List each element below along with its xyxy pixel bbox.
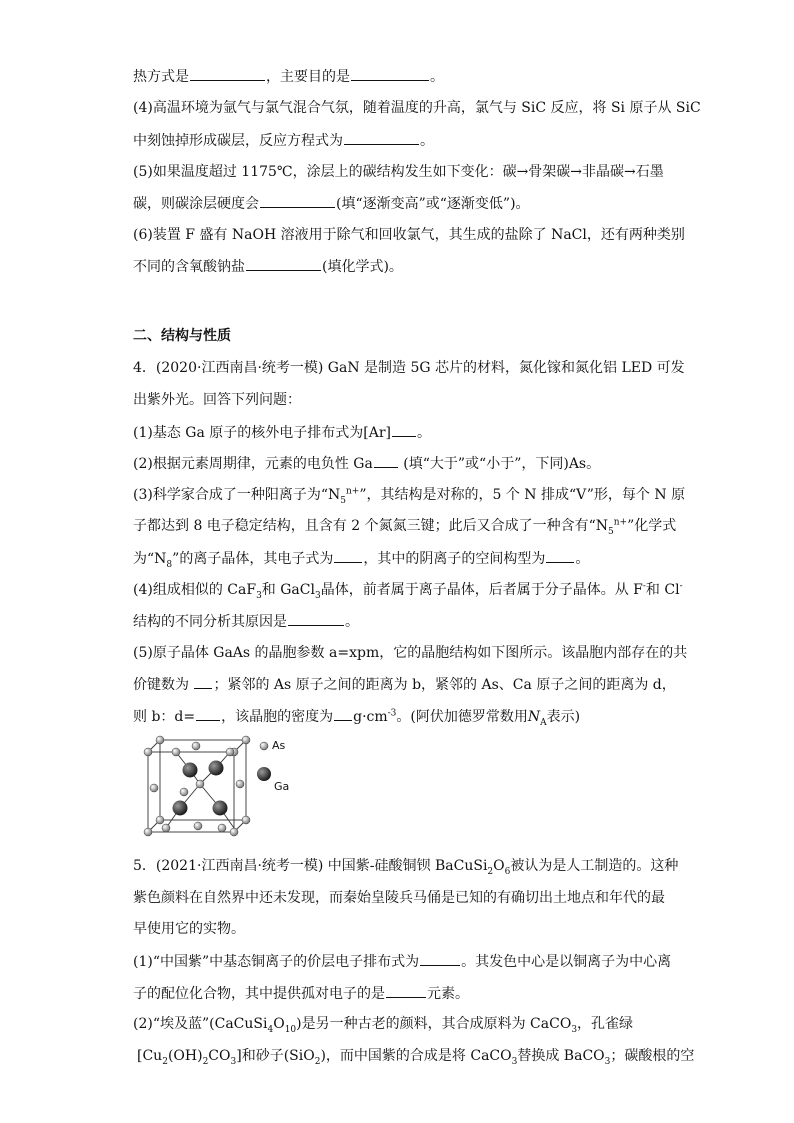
text-line (133, 453, 693, 474)
text-line: (5)如果温度超过 1175℃，涂层上的碳结构发生如下变化：碳→骨架碳→非晶碳→石墨 (133, 164, 664, 180)
text-line (133, 951, 693, 972)
text: 和 GaCl (261, 582, 315, 598)
text: g·cm (353, 709, 388, 725)
text: 。 (575, 551, 590, 567)
text: 。 (345, 614, 359, 630)
answer-blank (194, 674, 212, 689)
text-line (133, 706, 693, 727)
text-line (133, 611, 693, 632)
question-5-line: 紫色颜料在自然界中还未发现，而秦始皇陵兵马俑是已知的有确切出土地点和年代的最 (133, 890, 665, 906)
subscript: 3 (604, 1056, 611, 1067)
answer-blank (351, 66, 429, 81)
answer-blank (260, 193, 335, 208)
answer-blank (246, 256, 321, 271)
answer-blank (190, 66, 265, 81)
text: 。 (430, 69, 444, 85)
text: 。 (420, 133, 434, 149)
text-line (133, 422, 693, 443)
text-line (133, 485, 693, 505)
question-5-line (133, 856, 693, 876)
text: )是另一种古老的颜料，其合成原料为 CaCO (296, 1016, 572, 1032)
text: 。其发色中心是以铜离子为中心离 (461, 954, 672, 970)
text: ”，其结构是对称的，5 个 N 排成“V”形，每个 N 原 (359, 487, 686, 503)
superscript: - (679, 581, 683, 592)
subscript: 5 (608, 526, 614, 537)
text: ，该晶胞的密度为 (221, 709, 334, 725)
subscript: 4 (267, 1024, 274, 1035)
subscript: 3 (256, 590, 262, 601)
text: 中刻蚀掉形成碳层，反应方程式为 (133, 133, 343, 149)
text: 被认为是人工制造的。这种 (510, 858, 679, 874)
text: 结构的不同分析其原因是 (133, 614, 287, 630)
subscript: 2 (487, 866, 494, 877)
text-line (133, 580, 693, 600)
text: 子都达到 8 电子稳定结构，且含有 2 个氮氮三键；此后又合成了一种含有“N (133, 518, 609, 534)
subscript: 6 (504, 866, 511, 877)
text-line (133, 1014, 693, 1034)
text: 则 b：d= (133, 709, 196, 725)
superscript: - (642, 581, 646, 592)
subscript: 2 (162, 1056, 168, 1067)
text-line (133, 193, 693, 214)
text: ]和砂子(SiO (236, 1048, 315, 1064)
text-line (133, 66, 693, 87)
text: CO (208, 1048, 231, 1064)
subscript: 3 (511, 1056, 518, 1067)
subscript: 3 (314, 590, 321, 601)
text: O (273, 1016, 285, 1032)
text: 。(阿伏加德罗常数用 (396, 709, 528, 725)
superscript: -3 (387, 708, 397, 719)
text: ；碳酸根的空 (610, 1048, 695, 1064)
question-4-line: 4．(2020·江西南昌·统考一模) GaN 是制造 5G 芯片的材料，氮化镓和氮化铝 LED 可发 (133, 360, 685, 376)
text: O (493, 858, 505, 874)
text: 价键数为 (133, 677, 194, 693)
text: ”化学式 (627, 518, 677, 534)
text: 子的配位化合物，其中提供孤对电子的是 (133, 986, 385, 1002)
text: (1)基态 Ga 原子的核外电子排布式为[Ar] (133, 425, 391, 441)
legend-as-label: As (272, 739, 286, 752)
answer-blank (392, 422, 416, 437)
text: [Cu (137, 1048, 163, 1064)
question-4-line: 出紫外光。回答下列问题： (133, 392, 301, 408)
text: (填“逐渐变高”或“逐渐变低”)。 (336, 196, 530, 212)
text: (OH) (167, 1048, 203, 1064)
text: 表示) (546, 709, 581, 725)
text-line: (5)原子晶体 GaAs 的晶胞参数 a=xpm，它的晶胞结构如下图所示。该晶胞内部存在的共 (133, 645, 688, 661)
answer-blank (546, 548, 574, 563)
legend-ga-label: Ga (274, 780, 290, 793)
answer-blank (334, 548, 362, 563)
text: ，其中的阴离子的空间构型为 (363, 551, 546, 567)
text: ；紧邻的 As 原子之间的距离为 b，紧邻的 As、Ca 原子之间的距离为 d， (213, 677, 676, 693)
answer-blank (420, 951, 460, 966)
subscript: 3 (230, 1056, 237, 1067)
subscript: 8 (166, 559, 173, 570)
text: 元素。 (427, 986, 469, 1002)
text: ，主要目的是 (266, 69, 350, 85)
text: 和 Cl (645, 582, 680, 598)
superscript: n+ (613, 517, 628, 528)
subscript: 2 (202, 1056, 209, 1067)
text-line (137, 1046, 697, 1066)
subscript: 3 (571, 1024, 578, 1035)
text: (3)科学家合成了一种阳离子为“N (133, 487, 341, 503)
answer-blank (196, 706, 220, 721)
text: 为“N (133, 551, 167, 567)
text-line: (6)装置 F 盛有 NaOH 溶液用于除气和回收氯气，其生成的盐除了 NaCl，还有两种类别 (133, 227, 685, 243)
text-line (133, 674, 693, 695)
subscript: 5 (340, 495, 346, 506)
text: ”的离子晶体，其电子式为 (172, 551, 334, 567)
text: (填化学式)。 (322, 259, 403, 275)
answer-blank (374, 453, 398, 468)
text: 替换成 BaCO (517, 1048, 605, 1064)
text-line (133, 983, 693, 1004)
superscript: n+ (345, 486, 360, 497)
answer-blank (344, 130, 419, 145)
text: (2)根据元素周期律，元素的电负性 Ga (133, 456, 373, 472)
text-line (133, 548, 693, 569)
text: 碳，则碳涂层硬度会 (133, 196, 259, 212)
text: (4)组成相似的 CaF (133, 582, 257, 598)
text: ，孔雀绿 (577, 1016, 634, 1032)
answer-blank (288, 611, 344, 626)
text-line (133, 516, 693, 536)
subscript: A (540, 717, 547, 728)
answer-blank (386, 983, 426, 998)
section-heading: 二、结构与性质 (133, 328, 231, 344)
text: (2)“埃及蓝”(CaCuSi (133, 1016, 268, 1032)
italic-text: N (527, 709, 541, 725)
question-5-line: 早使用它的实物。 (133, 921, 245, 937)
text: 热方式是 (133, 69, 189, 85)
text-line (133, 256, 693, 277)
text: 晶体，前者属于离子晶体，后者属于分子晶体。从 F (320, 582, 643, 598)
text: (1)“中国紫”中基态铜离子的价层电子排布式为 (133, 954, 420, 970)
text-line: (4)高温环境为氩气与氯气混合气氛，随着温度的升高，氯气与 SiC 反应，将 Si 原子从 SiC (133, 100, 701, 116)
text: (填“大于”或“小于”，下同)As。 (398, 456, 601, 472)
legend (257, 742, 271, 781)
subscript: 2 (314, 1056, 321, 1067)
text: )，而中国紫的合成是将 CaCO (320, 1048, 512, 1064)
answer-blank (334, 706, 352, 721)
text: 不同的含氧酸钠盐 (133, 259, 245, 275)
text: 5．(2021·江西南昌·统考一模) 中国紫-硅酸铜钡 BaCuSi (133, 858, 488, 874)
subscript: 10 (284, 1024, 297, 1035)
text-line (133, 130, 693, 151)
text: 。 (417, 425, 431, 441)
